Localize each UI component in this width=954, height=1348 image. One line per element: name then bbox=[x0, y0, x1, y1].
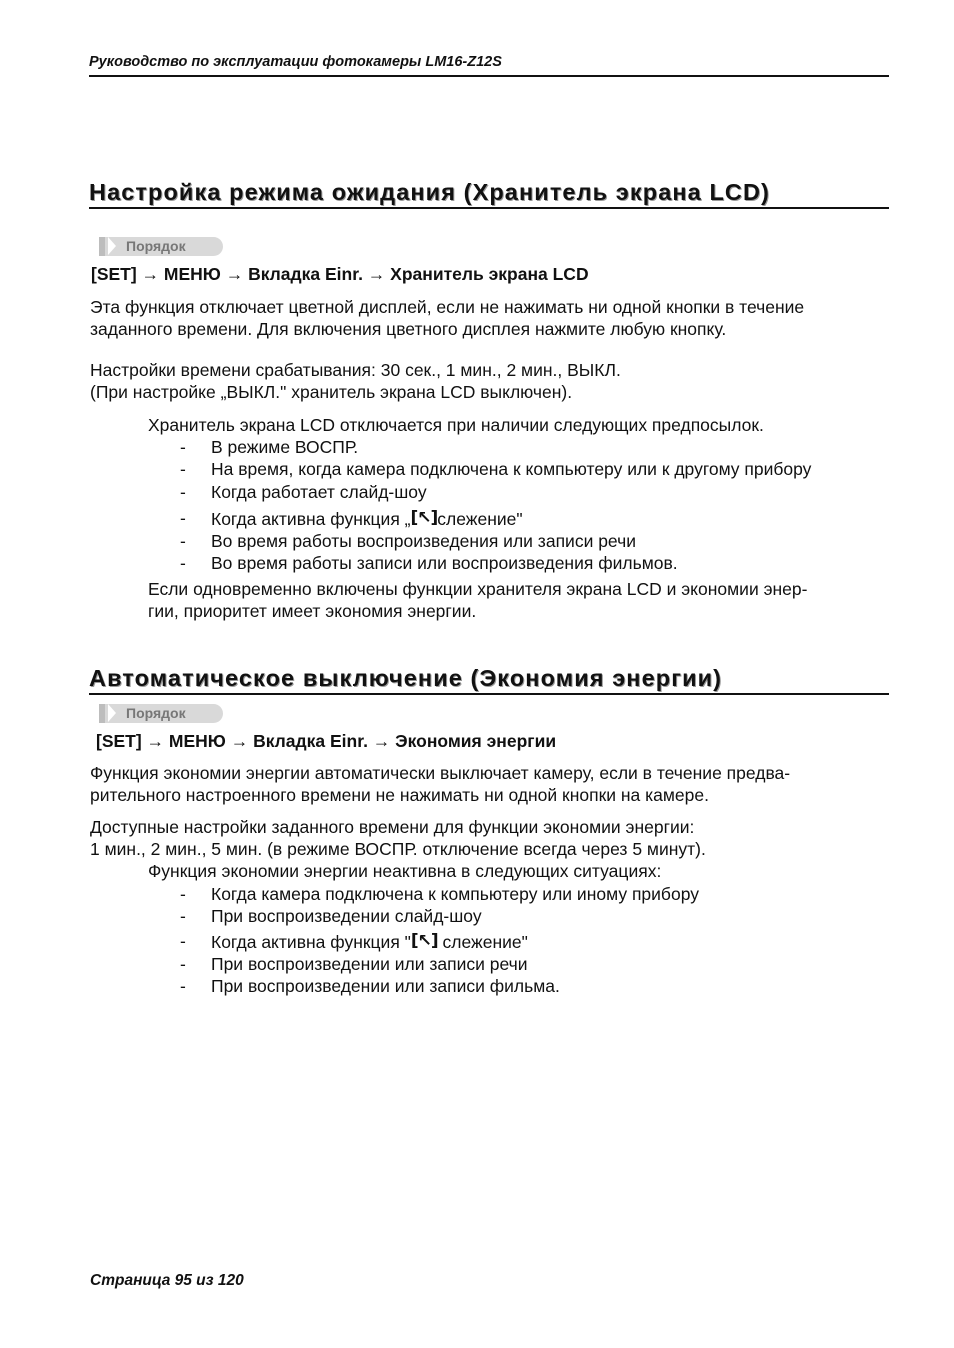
section-title-screensaver: Настройка режима ожидания (Хранитель экрана LCD) bbox=[89, 178, 889, 209]
order-badge bbox=[99, 237, 223, 256]
description-line: рительного настроенного времени не нажимать ни одной кнопки на камере. bbox=[90, 785, 709, 805]
face-tracking-icon: [↖] bbox=[410, 507, 438, 528]
priority-note-line: Если одновременно включены функции хранителя экрана LCD и экономии энер- bbox=[148, 579, 808, 599]
order-badge-label: Порядок bbox=[126, 705, 186, 721]
list-item: - Во время работы воспроизведения или записи речи bbox=[180, 531, 636, 552]
menu-path: [SET] → МЕНЮ → Вкладка Einr. → Экономия энергии bbox=[96, 731, 557, 751]
order-badge bbox=[99, 704, 223, 723]
list-item: - Когда работает слайд-шоу bbox=[180, 481, 427, 502]
priority-note bbox=[148, 578, 893, 622]
list-item: - При воспроизведении слайд-шоу bbox=[180, 906, 482, 927]
list-item: - Во время работы записи или воспроизведения фильмов. bbox=[180, 553, 678, 574]
description-line: Функция экономии энергии автоматически выключает камеру, если в течение предва- bbox=[90, 763, 791, 783]
conditions-intro bbox=[148, 860, 893, 882]
time-settings-line: Настройки времени срабатывания: 30 сек., 1 мин., 2 мин., ВЫКЛ. bbox=[90, 360, 621, 380]
section-title-power-save: Автоматическое выключение (Экономия энергии) bbox=[89, 664, 889, 695]
list-item: - При воспроизведении или записи фильма. bbox=[180, 976, 560, 997]
list-item: - Когда активна функция "[↖] слежение" bbox=[180, 930, 528, 952]
order-badge-label: Порядок bbox=[126, 238, 186, 254]
time-settings-line: Доступные настройки заданного времени для функции экономии энергии: bbox=[90, 817, 695, 837]
conditions-list bbox=[180, 883, 699, 997]
conditions-intro bbox=[148, 414, 893, 436]
time-settings bbox=[90, 816, 890, 860]
order-badge-bar bbox=[99, 237, 105, 256]
priority-note-line: гии, приоритет имеет экономия энергии. bbox=[148, 601, 477, 621]
description-line: заданного времени. Для включения цветного дисплея нажмите любую кнопку. bbox=[90, 319, 727, 339]
description bbox=[90, 296, 890, 340]
menu-path: [SET] → МЕНЮ → Вкладка Einr. → Хранитель экрана LCD bbox=[91, 264, 589, 284]
conditions-list bbox=[180, 436, 811, 575]
conditions-intro-text: Хранитель экрана LCD отключается при наличии следующих предпосылок. bbox=[148, 415, 764, 435]
conditions-intro-text: Функция экономии энергии неактивна в следующих ситуациях: bbox=[148, 861, 662, 881]
order-badge-bar bbox=[99, 704, 105, 723]
time-settings-line: 1 мин., 2 мин., 5 мин. (в режиме ВОСПР. отключение всегда через 5 минут). bbox=[90, 839, 706, 859]
running-header: Руководство по эксплуатации фотокамеры LM16-Z12S bbox=[89, 53, 889, 77]
chevron-right-icon bbox=[108, 704, 116, 722]
description-line: Эта функция отключает цветной дисплей, если не нажимать ни одной кнопки в течение bbox=[90, 297, 805, 317]
list-item: - В режиме ВОСПР. bbox=[180, 437, 359, 457]
list-item: - На время, когда камера подключена к компьютеру или к другому прибору bbox=[180, 459, 812, 480]
time-settings-line: (При настройке „ВЫКЛ." хранитель экрана LCD выключен). bbox=[90, 382, 573, 402]
time-settings bbox=[90, 359, 890, 403]
chevron-right-icon bbox=[108, 237, 116, 255]
face-tracking-icon: [↖] bbox=[410, 930, 438, 951]
list-item: - При воспроизведении или записи речи bbox=[180, 953, 528, 974]
page-number: Страница 95 из 120 bbox=[90, 1272, 244, 1289]
list-item: - Когда камера подключена к компьютеру или иному прибору bbox=[180, 884, 699, 904]
description bbox=[90, 762, 890, 806]
list-item: - Когда активна функция „[↖]слежение" bbox=[180, 507, 523, 529]
